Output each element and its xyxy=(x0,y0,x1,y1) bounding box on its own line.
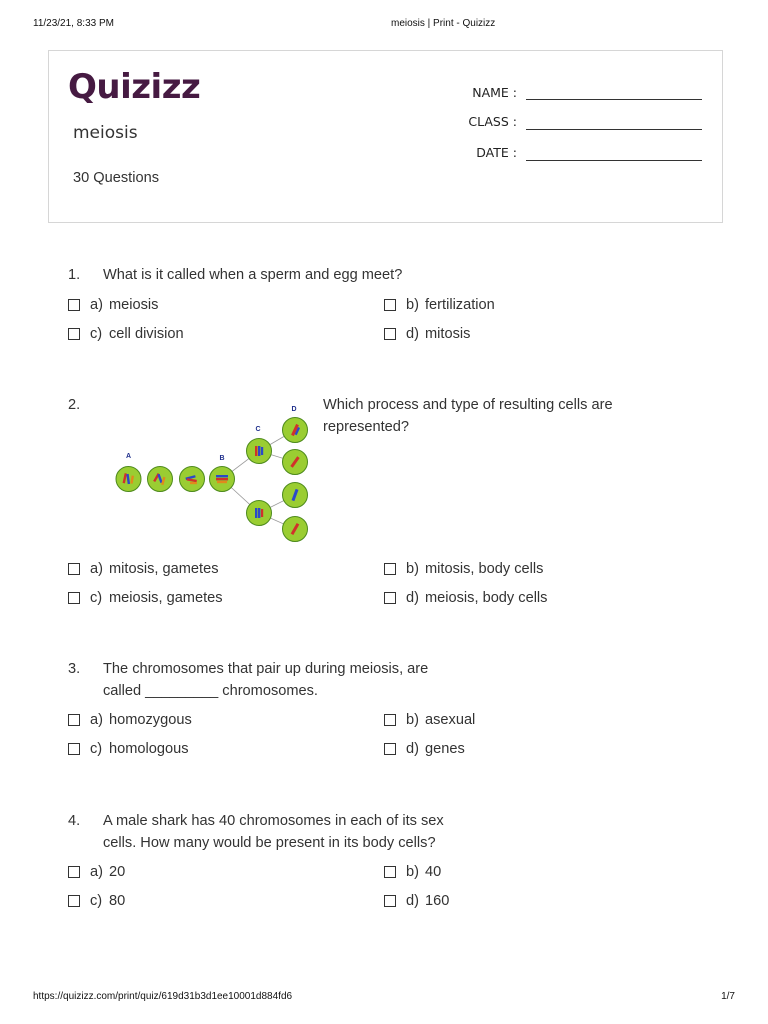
checkbox[interactable] xyxy=(384,299,396,311)
checkbox[interactable] xyxy=(384,743,396,755)
option-2d[interactable] xyxy=(384,587,700,609)
print-page-number: 1/7 xyxy=(721,991,735,1002)
option-4d[interactable] xyxy=(384,890,700,912)
option-3a[interactable] xyxy=(68,709,384,731)
checkbox[interactable] xyxy=(68,714,80,726)
option-text: homologous xyxy=(109,741,189,757)
name-field-label: NAME : xyxy=(472,85,517,100)
checkbox[interactable] xyxy=(384,866,396,878)
cell-d1 xyxy=(283,418,308,443)
option-1b[interactable] xyxy=(384,294,700,316)
checkbox[interactable] xyxy=(68,563,80,575)
option-3b[interactable] xyxy=(384,709,700,731)
cell-d2 xyxy=(283,450,308,475)
option-2a[interactable] xyxy=(68,558,384,580)
checkbox[interactable] xyxy=(68,866,80,878)
option-2b[interactable] xyxy=(384,558,700,580)
option-letter: b) xyxy=(406,561,419,577)
option-1c[interactable] xyxy=(68,323,384,345)
cell-interphase xyxy=(148,467,173,492)
date-field-line xyxy=(526,160,702,161)
checkbox[interactable] xyxy=(384,592,396,604)
option-text: asexual xyxy=(425,712,476,728)
option-letter: d) xyxy=(406,741,419,757)
stage-label-d: D xyxy=(291,406,297,413)
cell-d3 xyxy=(283,483,308,508)
question-number: 2. xyxy=(68,397,81,413)
option-letter: b) xyxy=(406,712,419,728)
option-text: meiosis, body cells xyxy=(425,590,548,606)
chromosome xyxy=(258,446,260,456)
question-4-options xyxy=(68,861,700,919)
option-letter: c) xyxy=(90,893,103,909)
option-text: homozygous xyxy=(109,712,192,728)
option-1a[interactable] xyxy=(68,294,384,316)
cell-a xyxy=(116,467,141,492)
stage-label-b: B xyxy=(219,455,225,462)
option-4a[interactable] xyxy=(68,861,384,883)
option-letter: c) xyxy=(90,590,103,606)
quiz-title: meiosis xyxy=(73,123,138,143)
option-text: mitosis, gametes xyxy=(109,561,219,577)
question-text: Which process and type of resulting cells are represented? xyxy=(323,397,613,435)
chromosome xyxy=(255,446,257,456)
checkbox[interactable] xyxy=(68,592,80,604)
cell-prophase xyxy=(180,467,205,492)
chromosome xyxy=(216,475,228,477)
option-letter: a) xyxy=(90,297,103,313)
option-text: 40 xyxy=(425,864,442,880)
option-4c[interactable] xyxy=(68,890,384,912)
cell-c xyxy=(247,439,272,464)
option-text: 160 xyxy=(425,893,450,909)
checkbox[interactable] xyxy=(68,895,80,907)
cell-b xyxy=(210,467,235,492)
chromosome xyxy=(217,481,227,483)
option-text: meiosis, gametes xyxy=(109,590,223,606)
option-letter: d) xyxy=(406,893,419,909)
question-text: What is it called when a sperm and egg meet? xyxy=(103,267,403,283)
question-number: 3. xyxy=(68,661,81,677)
cell-d4 xyxy=(283,517,308,542)
question-number: 4. xyxy=(68,813,81,829)
option-letter: c) xyxy=(90,326,103,342)
option-letter: d) xyxy=(406,326,419,342)
checkbox[interactable] xyxy=(68,299,80,311)
name-field-line xyxy=(526,99,702,100)
option-text: fertilization xyxy=(425,297,495,313)
question-text: A male shark has 40 chromosomes in each of its sex cells. How many would be present in its body cells? xyxy=(103,813,444,851)
print-datetime: 11/23/21, 8:33 PM xyxy=(33,18,114,29)
question-3-options xyxy=(68,709,700,767)
option-text: 80 xyxy=(109,893,126,909)
question-1-options xyxy=(68,294,700,352)
question-number: 1. xyxy=(68,267,81,283)
option-text: meiosis xyxy=(109,297,159,313)
chromosome xyxy=(190,482,197,484)
option-text: 20 xyxy=(109,864,126,880)
question-text: The chromosomes that pair up during meiosis, are called _________ chromosomes. xyxy=(103,661,429,699)
option-text: genes xyxy=(425,741,465,757)
option-letter: d) xyxy=(406,590,419,606)
option-3d[interactable] xyxy=(384,738,700,760)
option-letter: b) xyxy=(406,864,419,880)
cell-division-diagram xyxy=(115,392,315,544)
option-letter: a) xyxy=(90,561,103,577)
quiz-header-card xyxy=(48,50,723,223)
question-2-options xyxy=(68,558,700,616)
print-url: https://quizizz.com/print/quiz/619d31b3d1ee10001d884fd6 xyxy=(33,991,293,1002)
option-letter: a) xyxy=(90,712,103,728)
stage-label-a: A xyxy=(125,453,132,460)
checkbox[interactable] xyxy=(384,895,396,907)
option-text: mitosis, body cells xyxy=(425,561,544,577)
option-letter: a) xyxy=(90,864,103,880)
option-1d[interactable] xyxy=(384,323,700,345)
option-letter: b) xyxy=(406,297,419,313)
checkbox[interactable] xyxy=(68,328,80,340)
date-field-label: DATE : xyxy=(476,145,517,160)
chromosome xyxy=(261,447,263,455)
checkbox[interactable] xyxy=(384,563,396,575)
chromosome xyxy=(258,508,260,518)
chromosome xyxy=(261,509,263,517)
stage-label-c: C xyxy=(255,426,261,433)
class-field-line xyxy=(526,129,702,130)
option-3c[interactable] xyxy=(68,738,384,760)
cell-c-lower xyxy=(247,501,272,526)
option-text: cell division xyxy=(109,326,184,342)
chromosome xyxy=(216,478,228,480)
class-field-label: CLASS : xyxy=(468,114,517,129)
option-text: mitosis xyxy=(425,326,471,342)
option-4b[interactable] xyxy=(384,861,700,883)
question-count: 30 Questions xyxy=(73,170,159,186)
print-page-title: meiosis | Print - Quizizz xyxy=(391,18,496,29)
checkbox[interactable] xyxy=(68,743,80,755)
option-letter: c) xyxy=(90,741,103,757)
chromosome xyxy=(255,508,257,518)
checkbox[interactable] xyxy=(384,328,396,340)
quizizz-logo: Quizizz xyxy=(68,67,201,107)
checkbox[interactable] xyxy=(384,714,396,726)
option-2c[interactable] xyxy=(68,587,384,609)
